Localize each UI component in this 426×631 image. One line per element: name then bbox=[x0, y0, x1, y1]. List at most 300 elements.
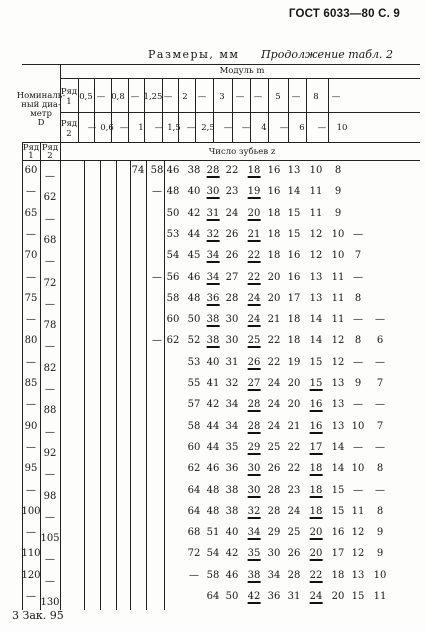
teeth-count-cell: 44 bbox=[206, 441, 220, 453]
diameter-series1: 100 bbox=[21, 505, 41, 517]
teeth-count-cell: 26 bbox=[225, 228, 239, 240]
teeth-count-cell: 12 bbox=[331, 356, 345, 368]
teeth-count-cell: 35 bbox=[225, 441, 239, 453]
teeth-count-cell: 55 bbox=[187, 378, 201, 389]
teeth-count-cell: 9 bbox=[334, 207, 342, 219]
teeth-count-cell: 11 bbox=[373, 591, 387, 602]
teeth-count-cell: 58 bbox=[187, 420, 201, 432]
teeth-count-cell: 25 bbox=[287, 527, 301, 539]
teeth-count-cell: 14 bbox=[331, 441, 345, 453]
teeth-count-cell: 35 bbox=[247, 548, 261, 560]
teeth-count-cell: 28 bbox=[206, 165, 220, 176]
page-header: ГОСТ 6033—80 С. 9 bbox=[288, 8, 400, 20]
teeth-count-cell: 22 bbox=[247, 271, 261, 283]
diameter-header-line: ный диа- bbox=[21, 100, 61, 110]
series1-module-value: — bbox=[331, 92, 341, 102]
teeth-count-cell: 25 bbox=[247, 335, 261, 347]
teeth-count-cell: 38 bbox=[225, 505, 239, 517]
teeth-count-cell: 6 bbox=[376, 335, 384, 347]
teeth-count-cell: 31 bbox=[206, 207, 220, 219]
teeth-count-cell: 15 bbox=[351, 591, 365, 602]
teeth-count-cell: 31 bbox=[287, 591, 301, 602]
teeth-count-cell: 60 bbox=[187, 441, 201, 453]
diameter-series1: — bbox=[26, 399, 36, 411]
teeth-count-cell: 22 bbox=[287, 441, 301, 453]
diameter-series1: 90 bbox=[24, 420, 38, 432]
module-label-divider bbox=[60, 78, 420, 79]
teeth-count-cell: 10 bbox=[351, 420, 365, 432]
series1-module-value: — bbox=[96, 92, 106, 102]
teeth-count-cell: 15 bbox=[331, 505, 345, 517]
body-column-divider bbox=[164, 160, 165, 610]
diameter-series2: — bbox=[45, 256, 55, 268]
teeth-count-cell: 22 bbox=[225, 165, 239, 176]
teeth-count-cell: 74 bbox=[131, 165, 145, 176]
teeth-count-cell: 10 bbox=[373, 569, 387, 581]
teeth-count-cell: 52 bbox=[187, 335, 201, 347]
teeth-count-cell: 53 bbox=[166, 228, 180, 240]
series1-module-value: 2 bbox=[182, 92, 188, 102]
series2-module-value: — bbox=[186, 123, 196, 133]
series1-module-value: — bbox=[197, 92, 207, 102]
continuation-label: Продолжение табл. 2 bbox=[261, 48, 393, 61]
teeth-count-cell: 28 bbox=[267, 505, 281, 517]
teeth-count-cell: 12 bbox=[351, 527, 365, 539]
teeth-count-cell: 18 bbox=[247, 165, 261, 176]
teeth-count-cell: 44 bbox=[187, 228, 201, 240]
teeth-count-cell: 64 bbox=[206, 591, 220, 602]
teeth-count-cell: 18 bbox=[309, 484, 323, 496]
teeth-count-cell: 54 bbox=[166, 250, 180, 262]
teeth-count-cell: 7 bbox=[354, 250, 362, 262]
teeth-count-cell: 18 bbox=[287, 335, 301, 347]
teeth-count-cell: 22 bbox=[287, 463, 301, 475]
dimensions-table bbox=[16, 64, 420, 610]
teeth-count-cell: 40 bbox=[187, 186, 201, 198]
diameter-series1: 95 bbox=[24, 463, 38, 475]
teeth-count-cell: 51 bbox=[206, 527, 220, 539]
teeth-count-cell: 34 bbox=[247, 527, 261, 539]
body-column-divider bbox=[130, 160, 131, 610]
series2-module-value: 0,6 bbox=[100, 123, 114, 133]
module-column-divider bbox=[328, 78, 329, 142]
teeth-count-cell: 64 bbox=[187, 505, 201, 517]
teeth-count-cell: 20 bbox=[331, 591, 345, 602]
teeth-count-cell: 20 bbox=[247, 207, 261, 219]
diameter-series1: — bbox=[26, 186, 36, 198]
teeth-count-cell: 34 bbox=[225, 399, 239, 411]
teeth-count-cell: 9 bbox=[334, 186, 342, 198]
teeth-count-cell: 14 bbox=[287, 186, 301, 198]
teeth-count-cell: 28 bbox=[247, 420, 261, 432]
series2-module-value: — bbox=[87, 123, 97, 133]
teeth-count-cell: 46 bbox=[166, 165, 180, 176]
teeth-count-cell: 13 bbox=[331, 399, 345, 411]
series1-label: Ряд bbox=[60, 87, 78, 97]
teeth-count-cell: 26 bbox=[225, 250, 239, 262]
teeth-count-cell: 30 bbox=[225, 335, 239, 347]
teeth-count-cell: 15 bbox=[287, 228, 301, 240]
teeth-count-cell: 32 bbox=[247, 505, 261, 517]
teeth-count-cell: 14 bbox=[309, 314, 323, 326]
teeth-count-cell: 56 bbox=[166, 271, 180, 283]
d-series1-header: Ряд bbox=[22, 143, 40, 153]
diameter-series1: — bbox=[26, 591, 36, 602]
teeth-count-cell: 13 bbox=[309, 292, 323, 304]
teeth-count-cell: 57 bbox=[187, 399, 201, 411]
series2-module-value: 10 bbox=[336, 123, 348, 133]
teeth-count-cell: 13 bbox=[331, 420, 345, 432]
diameter-series2: 68 bbox=[43, 234, 57, 246]
teeth-count-cell: 64 bbox=[187, 484, 201, 496]
teeth-count-cell: 11 bbox=[309, 186, 323, 198]
teeth-count-cell: 28 bbox=[287, 569, 301, 581]
teeth-count-cell: 23 bbox=[287, 484, 301, 496]
teeth-count-cell: 8 bbox=[376, 463, 384, 475]
left-edge bbox=[22, 142, 23, 610]
diameter-series2: 88 bbox=[43, 405, 57, 417]
teeth-count-cell: 20 bbox=[287, 399, 301, 411]
diameter-series1: — bbox=[26, 527, 36, 539]
teeth-count-cell: 20 bbox=[267, 292, 281, 304]
teeth-count-cell: — bbox=[152, 335, 162, 347]
teeth-count-cell: 25 bbox=[267, 441, 281, 453]
teeth-count-cell: 50 bbox=[225, 591, 239, 602]
teeth-count-cell: 13 bbox=[331, 378, 345, 389]
teeth-count-cell: 46 bbox=[225, 569, 239, 581]
teeth-count-cell: 14 bbox=[331, 463, 345, 475]
teeth-count-cell: 13 bbox=[351, 569, 365, 581]
diameter-series1: — bbox=[26, 271, 36, 283]
diameter-series2: 82 bbox=[43, 362, 57, 374]
table-top-border bbox=[22, 64, 420, 65]
teeth-count-cell: 30 bbox=[225, 314, 239, 326]
teeth-count-cell: 17 bbox=[287, 292, 301, 304]
diameter-series1: 80 bbox=[24, 335, 38, 347]
series1-label-number: 1 bbox=[66, 97, 72, 107]
diameter-series2: — bbox=[45, 341, 55, 353]
teeth-count-cell: 16 bbox=[309, 399, 323, 411]
teeth-count-cell: 45 bbox=[187, 250, 201, 262]
series1-module-value: — bbox=[235, 92, 245, 102]
diameter-series1: 65 bbox=[24, 207, 38, 219]
diameter-series2: — bbox=[45, 171, 55, 182]
teeth-count-cell: 20 bbox=[267, 271, 281, 283]
teeth-count-cell: 36 bbox=[225, 463, 239, 475]
body-column-divider bbox=[146, 160, 147, 610]
teeth-count-cell: 24 bbox=[267, 399, 281, 411]
teeth-count-cell: 34 bbox=[225, 420, 239, 432]
teeth-count-cell: 40 bbox=[206, 356, 220, 368]
teeth-count-cell: 40 bbox=[225, 527, 239, 539]
body-column-divider bbox=[116, 160, 117, 610]
teeth-count-cell: 28 bbox=[225, 292, 239, 304]
teeth-count-cell: 48 bbox=[166, 186, 180, 198]
teeth-count-cell: 38 bbox=[187, 165, 201, 176]
teeth-count-cell: 27 bbox=[225, 271, 239, 283]
teeth-count-cell: 30 bbox=[247, 484, 261, 496]
series2-module-value: 1 bbox=[138, 123, 144, 133]
teeth-count-cell: — bbox=[189, 569, 199, 581]
teeth-count-cell: 15 bbox=[309, 356, 323, 368]
teeth-count-cell: 26 bbox=[287, 548, 301, 560]
diameter-series1: 85 bbox=[24, 378, 38, 389]
d-column-divider bbox=[60, 142, 61, 610]
teeth-count-cell: — bbox=[375, 399, 385, 411]
series-divider bbox=[60, 112, 420, 113]
diameter-series1: 110 bbox=[21, 548, 41, 560]
teeth-count-cell: 21 bbox=[247, 228, 261, 240]
teeth-count-cell: 7 bbox=[376, 378, 384, 389]
teeth-count-cell: 22 bbox=[309, 569, 323, 581]
diameter-series1: 120 bbox=[21, 569, 41, 581]
series2-module-value: — bbox=[279, 123, 289, 133]
diameter-series2: — bbox=[45, 213, 55, 225]
teeth-count-cell: 62 bbox=[187, 463, 201, 475]
teeth-count-cell: 11 bbox=[309, 207, 323, 219]
diameter-series2: 98 bbox=[43, 490, 57, 502]
teeth-count-cell: — bbox=[375, 441, 385, 453]
teeth-count-cell: 18 bbox=[309, 463, 323, 475]
series2-module-value: — bbox=[154, 123, 164, 133]
teeth-count-cell: 54 bbox=[206, 548, 220, 560]
teeth-count-cell: 18 bbox=[309, 505, 323, 517]
teeth-count-cell: 16 bbox=[331, 527, 345, 539]
teeth-count-cell: 34 bbox=[206, 250, 220, 262]
teeth-count-cell: 34 bbox=[267, 569, 281, 581]
teeth-count-cell: 10 bbox=[331, 228, 345, 240]
diameter-series2: 78 bbox=[43, 320, 57, 332]
series1-module-value: — bbox=[253, 92, 263, 102]
teeth-count-cell: — bbox=[152, 271, 162, 283]
series1-module-value: 8 bbox=[313, 92, 319, 102]
page-footer: 3 Зак. 95 bbox=[12, 609, 64, 622]
teeth-count-cell: 38 bbox=[247, 569, 261, 581]
teeth-count-cell: 24 bbox=[287, 505, 301, 517]
teeth-count-cell: 20 bbox=[309, 548, 323, 560]
teeth-count-cell: 41 bbox=[206, 378, 220, 389]
teeth-count-cell: 15 bbox=[309, 378, 323, 389]
diameter-series2: — bbox=[45, 384, 55, 395]
teeth-count-cell: — bbox=[353, 271, 363, 283]
diameter-series2: 92 bbox=[43, 447, 57, 459]
series2-module-value: — bbox=[223, 123, 233, 133]
series2-module-value: 4 bbox=[261, 123, 267, 133]
teeth-count-cell: — bbox=[353, 441, 363, 453]
series1-module-value: 0,5 bbox=[79, 92, 93, 102]
teeth-count-cell: 28 bbox=[247, 399, 261, 411]
series2-label: Ряд bbox=[60, 119, 78, 129]
diameter-series2: — bbox=[45, 469, 55, 481]
teeth-count-cell: 11 bbox=[331, 292, 345, 304]
teeth-count-cell: 42 bbox=[187, 207, 201, 219]
teeth-count-cell: 68 bbox=[187, 527, 201, 539]
teeth-count-cell: 60 bbox=[166, 314, 180, 326]
teeth-count-cell: 18 bbox=[287, 314, 301, 326]
teeth-count-cell: 22 bbox=[247, 250, 261, 262]
teeth-count-cell: 46 bbox=[187, 271, 201, 283]
diameter-series2: 62 bbox=[43, 192, 57, 204]
series2-module-value: — bbox=[119, 123, 129, 133]
header-bottom-border bbox=[22, 142, 420, 143]
teeth-count-cell: 12 bbox=[309, 250, 323, 262]
teeth-count-cell: 18 bbox=[267, 207, 281, 219]
body-column-divider bbox=[84, 160, 85, 610]
teeth-count-cell: 53 bbox=[187, 356, 201, 368]
teeth-count-cell: 23 bbox=[225, 186, 239, 198]
teeth-count-cell: 12 bbox=[309, 228, 323, 240]
teeth-count-cell: 19 bbox=[247, 186, 261, 198]
teeth-count-cell: 38 bbox=[225, 484, 239, 496]
teeth-count-cell: 15 bbox=[287, 207, 301, 219]
teeth-count-cell: 24 bbox=[267, 378, 281, 389]
teeth-count-cell: 29 bbox=[247, 441, 261, 453]
module-column-divider bbox=[268, 78, 269, 142]
teeth-count-cell: 10 bbox=[331, 250, 345, 262]
teeth-count-cell: 42 bbox=[206, 399, 220, 411]
teeth-count-cell: 15 bbox=[331, 484, 345, 496]
teeth-count-cell: 58 bbox=[206, 569, 220, 581]
teeth-count-cell: 16 bbox=[267, 186, 281, 198]
teeth-count-cell: 22 bbox=[267, 356, 281, 368]
teeth-count-cell: 21 bbox=[267, 314, 281, 326]
diameter-series2: 105 bbox=[40, 533, 60, 545]
teeth-count-cell: 16 bbox=[309, 420, 323, 432]
teeth-count-cell: 17 bbox=[309, 441, 323, 453]
diameter-series2: — bbox=[45, 554, 55, 566]
teeth-count-cell: 8 bbox=[376, 505, 384, 517]
teeth-count-cell: — bbox=[375, 484, 385, 496]
teeth-count-cell: 8 bbox=[354, 335, 362, 347]
teeth-count-cell: 22 bbox=[267, 335, 281, 347]
body-column-divider bbox=[100, 160, 101, 610]
teeth-count-cell: — bbox=[353, 314, 363, 326]
teeth-count-cell: — bbox=[152, 186, 162, 198]
teeth-count-cell: 16 bbox=[287, 250, 301, 262]
teeth-count-cell: 18 bbox=[267, 250, 281, 262]
teeth-count-cell: 27 bbox=[247, 378, 261, 389]
teeth-count-cell: 24 bbox=[309, 591, 323, 602]
teeth-count-cell: 20 bbox=[287, 378, 301, 389]
module-label: Модуль m bbox=[219, 66, 265, 76]
teeth-count-cell: 24 bbox=[247, 292, 261, 304]
teeth-count-cell: 30 bbox=[247, 463, 261, 475]
diameter-series2: — bbox=[45, 298, 55, 310]
diameter-series2: — bbox=[45, 575, 55, 587]
teeth-count-cell: 48 bbox=[206, 484, 220, 496]
diameter-series1: 60 bbox=[24, 165, 38, 176]
series1-module-value: 0,8 bbox=[111, 92, 125, 102]
series1-module-value: 5 bbox=[275, 92, 281, 102]
teeth-count-cell: 46 bbox=[206, 463, 220, 475]
teeth-count-cell: 9 bbox=[376, 548, 384, 560]
diameter-header-line: D bbox=[37, 118, 45, 128]
teeth-count-cell: 24 bbox=[247, 314, 261, 326]
teeth-count-cell: 17 bbox=[331, 548, 345, 560]
series2-module-value: 6 bbox=[299, 123, 305, 133]
teeth-count-cell: 16 bbox=[287, 271, 301, 283]
module-column-divider bbox=[144, 78, 145, 142]
series2-module-value: — bbox=[241, 123, 251, 133]
teeth-count-cell: 9 bbox=[354, 378, 362, 389]
teeth-count-cell: 50 bbox=[166, 207, 180, 219]
teeth-count-cell: 18 bbox=[267, 228, 281, 240]
teeth-count-cell: 7 bbox=[376, 420, 384, 432]
teeth-count-cell: 34 bbox=[206, 271, 220, 283]
diameter-series2: — bbox=[45, 426, 55, 438]
teeth-count-cell: 20 bbox=[309, 527, 323, 539]
teeth-count-cell: 18 bbox=[331, 569, 345, 581]
teeth-count-cell: 19 bbox=[287, 356, 301, 368]
d-series2-header-number: 2 bbox=[47, 151, 53, 161]
teeth-count-cell: 50 bbox=[187, 314, 201, 326]
diameter-series1: — bbox=[26, 484, 36, 496]
teeth-count-cell: 32 bbox=[225, 378, 239, 389]
teeth-count-cell: 10 bbox=[309, 165, 323, 176]
teeth-count-cell: 44 bbox=[206, 420, 220, 432]
series1-module-value: 3 bbox=[219, 92, 225, 102]
teeth-count-label: Число зубьев z bbox=[208, 147, 276, 157]
teeth-count-cell: 36 bbox=[267, 591, 281, 602]
diameter-series1: — bbox=[26, 356, 36, 368]
teeth-count-cell: 12 bbox=[351, 548, 365, 560]
teeth-count-cell: 14 bbox=[309, 335, 323, 347]
module-column-divider bbox=[306, 78, 307, 142]
teeth-count-cell: 11 bbox=[331, 271, 345, 283]
teeth-count-cell: 11 bbox=[351, 505, 365, 517]
teeth-count-cell: 48 bbox=[187, 292, 201, 304]
series2-module-value: 1,5 bbox=[167, 123, 181, 133]
teeth-count-cell: 48 bbox=[206, 505, 220, 517]
diameter-series1: 75 bbox=[24, 292, 38, 304]
teeth-count-cell: 13 bbox=[287, 165, 301, 176]
teeth-count-cell: 21 bbox=[287, 420, 301, 432]
diameter-series2: 72 bbox=[43, 277, 57, 289]
teeth-count-cell: 31 bbox=[225, 356, 239, 368]
teeth-count-cell: 8 bbox=[334, 165, 342, 176]
teeth-count-cell: — bbox=[375, 314, 385, 326]
diameter-header-line: метр bbox=[30, 109, 52, 119]
series1-module-value: — bbox=[291, 92, 301, 102]
teeth-count-cell: — bbox=[353, 356, 363, 368]
teeth-count-cell: 30 bbox=[267, 548, 281, 560]
series2-module-value: — bbox=[317, 123, 327, 133]
teeth-count-cell: 12 bbox=[331, 335, 345, 347]
teeth-count-cell: 24 bbox=[225, 207, 239, 219]
teeth-count-cell: 38 bbox=[206, 314, 220, 326]
teeth-count-cell: 16 bbox=[267, 165, 281, 176]
teeth-count-cell: 29 bbox=[267, 527, 281, 539]
teeth-count-cell: — bbox=[353, 228, 363, 240]
teeth-count-cell: 42 bbox=[225, 548, 239, 560]
teeth-count-cell: 30 bbox=[206, 186, 220, 198]
teeth-count-cell: 62 bbox=[166, 335, 180, 347]
teeth-count-cell: 24 bbox=[267, 420, 281, 432]
teeth-count-cell: 26 bbox=[267, 463, 281, 475]
teeth-count-cell: — bbox=[353, 484, 363, 496]
diameter-series1: — bbox=[26, 441, 36, 453]
diameter-series2: — bbox=[45, 511, 55, 523]
diameter-series2: 130 bbox=[40, 597, 60, 608]
teeth-count-cell: — bbox=[375, 356, 385, 368]
teeth-count-cell: 11 bbox=[331, 314, 345, 326]
teeth-count-cell: 28 bbox=[267, 484, 281, 496]
teeth-count-cell: 42 bbox=[247, 591, 261, 602]
series1-module-value: — bbox=[130, 92, 140, 102]
teeth-count-cell: 58 bbox=[166, 292, 180, 304]
series2-label-number: 2 bbox=[66, 129, 72, 139]
teeth-count-cell: 38 bbox=[206, 335, 220, 347]
